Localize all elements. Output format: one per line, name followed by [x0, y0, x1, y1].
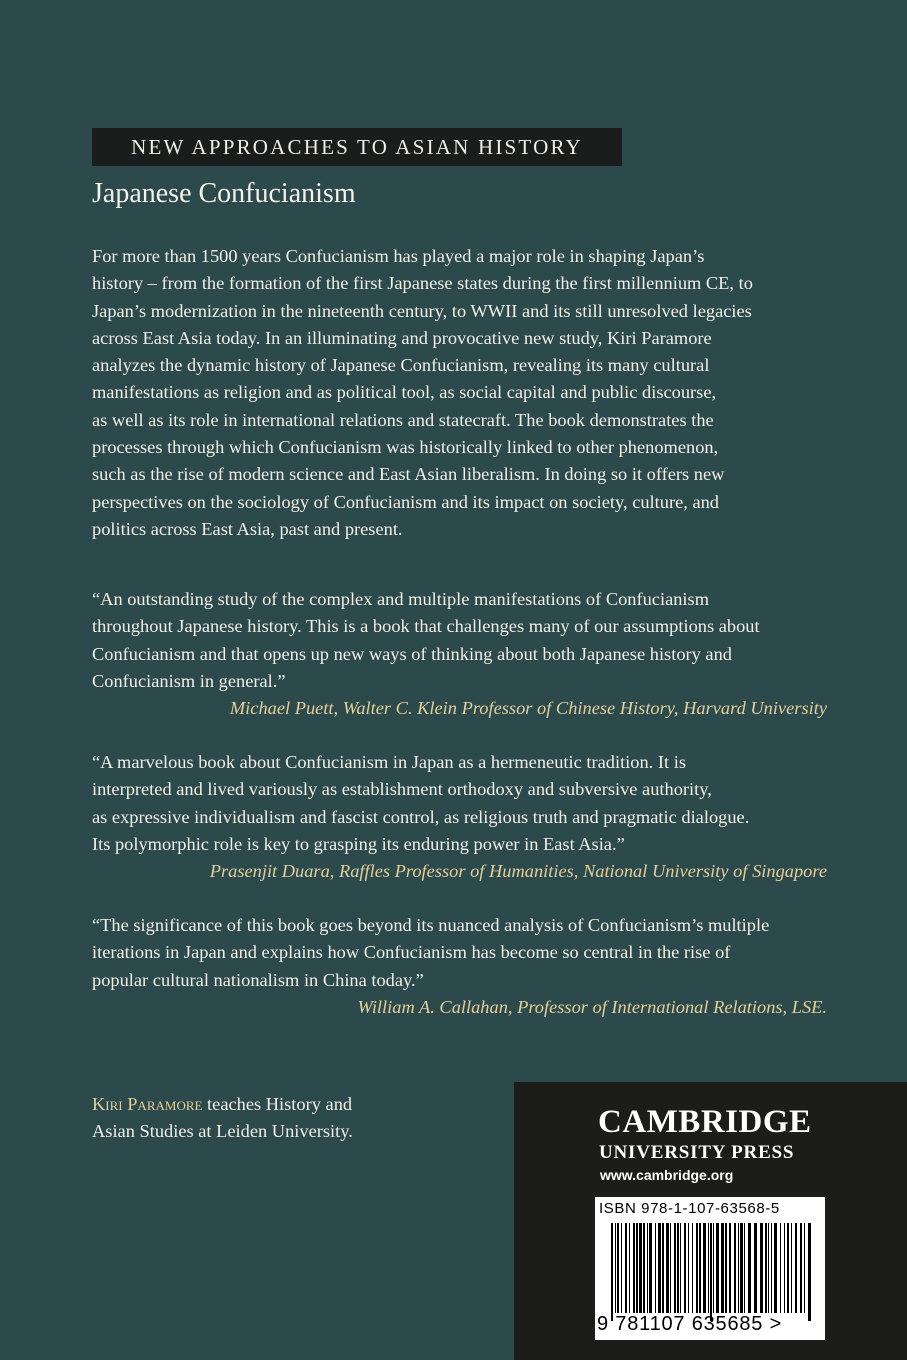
description-line: For more than 1500 years Confucianism has played a major role in shaping Japan’s — [92, 246, 705, 266]
barcode — [595, 1197, 825, 1340]
publisher-name: CAMBRIDGE — [598, 1104, 812, 1140]
quote-line: popular cultural nationalism in China today.” — [92, 969, 424, 990]
author-name: Kiri Paramore — [92, 1094, 203, 1114]
isbn-label: ISBN 978-1-107-63568-5 — [599, 1200, 780, 1217]
quote-line: Confucianism in general.” — [92, 670, 286, 691]
quote-line: Confucianism and that opens up new ways of thinking about both Japanese history and — [92, 643, 732, 664]
description-line: such as the rise of modern science and East Asian liberalism. In doing so it offers new — [92, 464, 725, 485]
quote-line: “A marvelous book about Confucianism in Japan as a hermeneutic tradition. It is — [92, 752, 686, 772]
quote-line: throughout Japanese history. This is a book that challenges many of our assumptions about — [92, 616, 760, 637]
author-bio-line: Asian Studies at Leiden University. — [92, 1121, 353, 1142]
author-bio-text: teaches History and — [202, 1094, 353, 1114]
publisher-panel — [514, 1082, 907, 1360]
description-line: as well as its role in international relations and statecraft. The book demonstrates the — [92, 409, 714, 430]
description-line: Japan’s modernization in the nineteenth century, to WWII and its still unresolved legacies — [92, 300, 752, 321]
quote-attribution: Michael Puett, Walter C. Klein Professor of Chinese History, Harvard University — [229, 698, 827, 719]
book-title: Japanese Confucianism — [92, 178, 356, 209]
review-quote-callahan — [92, 912, 827, 1021]
description-line: politics across East Asia, past and present. — [92, 518, 403, 539]
review-quote-puett — [92, 586, 827, 722]
quote-line: iterations in Japan and explains how Confucianism has become so central in the rise of — [92, 942, 731, 963]
quote-line: “The significance of this book goes beyond its nuanced analysis of Confucianism’s multiple — [92, 915, 770, 935]
description-line: processes through which Confucianism was historically linked to other phenomenon, — [92, 437, 719, 458]
author-bio-line — [92, 1091, 353, 1118]
book-description — [92, 243, 827, 543]
description-line: across East Asia today. In an illuminating and provocative new study, Kiri Paramore — [92, 327, 712, 348]
publisher-subtitle: UNIVERSITY PRESS — [599, 1142, 795, 1163]
description-line: perspectives on the sociology of Confucianism and its impact on society, culture, and — [92, 491, 720, 512]
quote-attribution: William A. Callahan, Professor of International Relations, LSE. — [357, 996, 827, 1017]
description-line: manifestations as religion and as political tool, as social capital and public discourse, — [92, 382, 717, 403]
series-banner: NEW APPROACHES TO ASIAN HISTORY — [92, 128, 622, 166]
author-bio — [92, 1091, 353, 1146]
quote-attribution: Prasenjit Duara, Raffles Professor of Humanities, National University of Singapore — [209, 861, 827, 882]
quote-line: interpreted and lived variously as establishment orthodoxy and subversive authority, — [92, 779, 712, 800]
quote-line: as expressive individualism and fascist control, as religious truth and pragmatic dialogue. — [92, 806, 750, 827]
publisher-url: www.cambridge.org — [600, 1167, 734, 1183]
description-line: history – from the formation of the first Japanese states during the first millennium CE, to — [92, 273, 753, 294]
description-line: analyzes the dynamic history of Japanese Confucianism, revealing its many cultural — [92, 355, 710, 376]
quote-line: “An outstanding study of the complex and multiple manifestations of Confucianism — [92, 589, 710, 609]
quote-line: Its polymorphic role is key to grasping its enduring power in East Asia.” — [92, 833, 625, 854]
barcode-digits: 9 781107 635685 > — [597, 1313, 783, 1335]
review-quote-duara — [92, 749, 827, 885]
